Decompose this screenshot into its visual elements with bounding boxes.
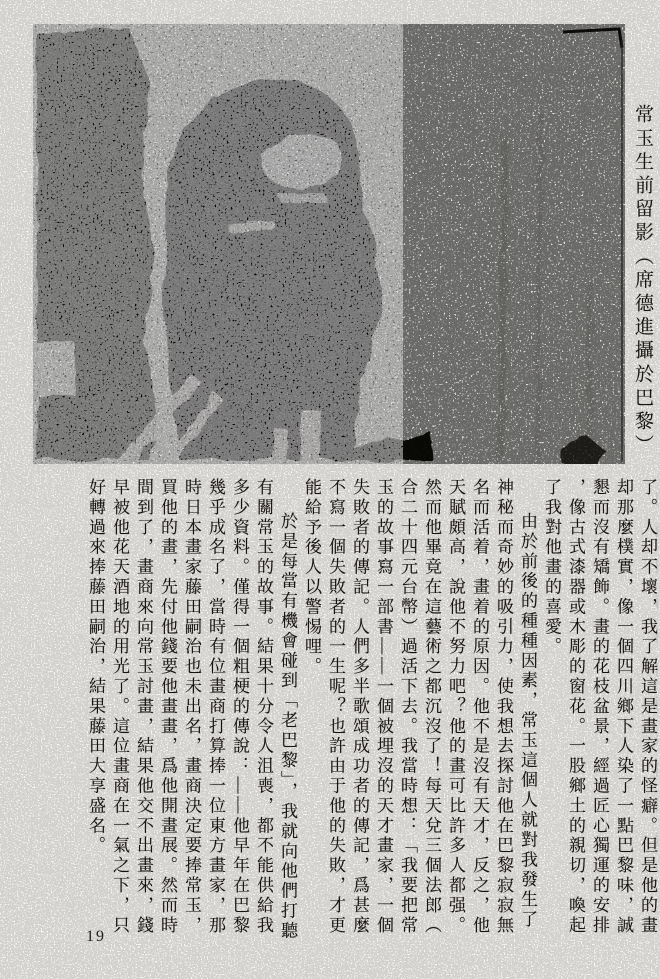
article-text bbox=[83, 478, 659, 945]
paragraph: 於是每當有機會碰到「老巴黎」，我就向他們打聽有關常玉的故事。結果十分令人沮喪，都不能供給我多少資料。僅得一個粗梗的傳說：——他早年在巴黎幾乎成名了，當時有位畫商打算捧一位東方畫家，那時日本畫家藤田嗣治也未出名，畫商決定要捧常玉，買他的畫，先付他錢要他畫畫，爲他開畫展。然而時間到了，畫商來向常玉討畫，結果他交不出畫來，錢早被他花天酒地的用光了。這位畫商在一氣之下，只好轉過來捧藤田嗣治，結果藤田大享盛名。 bbox=[86, 478, 297, 942]
photo-caption: 常玉生前留影（席德進攝於巴黎） bbox=[632, 104, 653, 458]
sanyu-portrait-photo bbox=[33, 24, 625, 464]
paragraph: 由於前後的種種因素，常玉這個人就對我發生了神秘而奇妙的吸引力，使我想去探討他在巴黎寂寂無名而活着，畫着的原因。他不是沒有天才，反之，他天賦頗高，說他不努力吧？他的畫可比許多人都强。然而他畢竟在這藝術之都沉沒了！每天兌三個法郎（合二十四元台幣）過活下去。我當時想：「我要把常玉的故事寫一部書——一個被埋沒的天才畫家，一個失敗者的傳記。人們多半歌頌成功者的傳記，爲甚麼不寫一個失敗者的一生呢？也許由于他的失敗，才更能給予後人以警惕哩。 bbox=[302, 478, 537, 936]
page-number: 19 bbox=[86, 928, 106, 945]
print-bleed-artifact bbox=[656, 492, 658, 872]
caption-divider-line bbox=[621, 40, 623, 462]
halftone-photo-graphic bbox=[33, 24, 625, 464]
paragraph: 了。人却不壞，我了解這是畫家的怪癖。但是他的畫却那麼樸實，像一個四川鄉下人染了一點巴黎味，誠懇而沒有矯飾。畫的花枝盆景，經過匠心獨運的安排，像古式漆器或木彫的窗花。一股鄉土的親切，喚起了我對他畫的喜愛。 bbox=[542, 478, 657, 936]
